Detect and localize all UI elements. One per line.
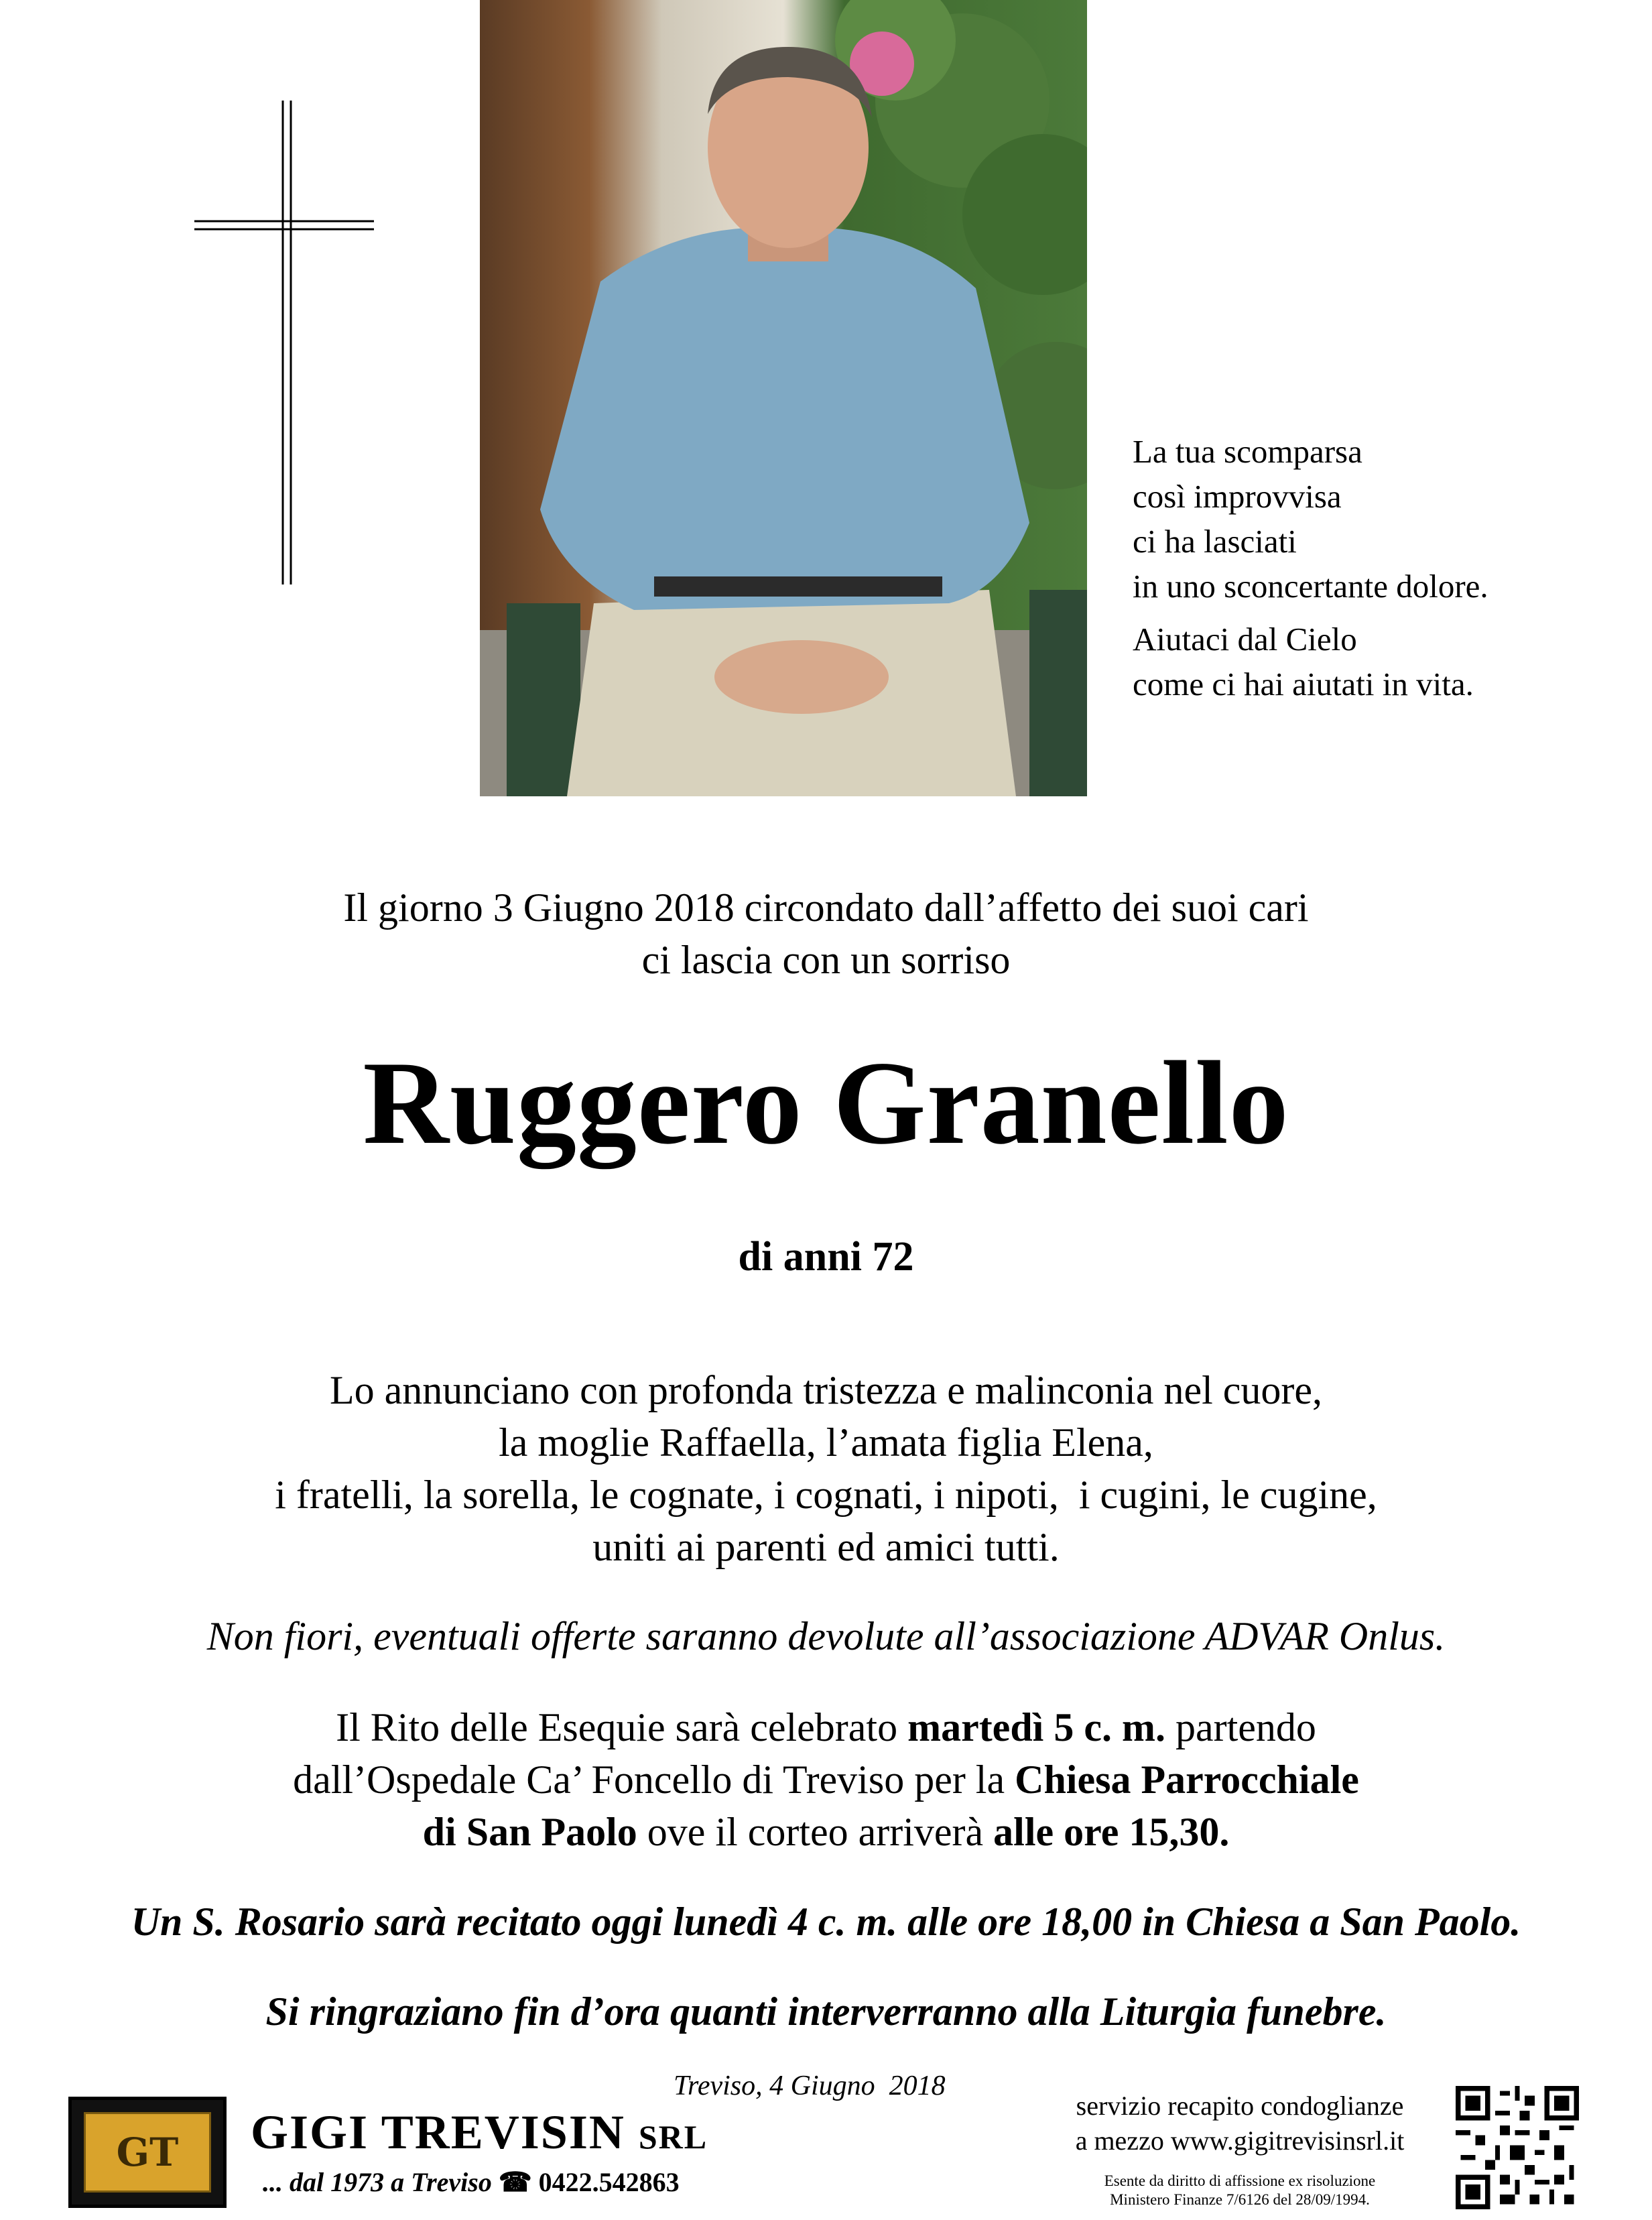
company-slogan — [263, 2166, 680, 2198]
quote-line: Aiutaci dal Cielo — [1133, 621, 1357, 658]
exempt-line: Esente da diritto di affissione ex risoluzione — [1104, 2172, 1376, 2189]
announce-line: la moglie Raffaella, l’amata figlia Elena, — [499, 1420, 1153, 1465]
rito-church: Chiesa Parrocchiale — [1015, 1758, 1359, 1802]
company-logo — [68, 2097, 227, 2208]
quote-line: La tua scomparsa — [1133, 433, 1362, 470]
cross-icon — [190, 101, 378, 584]
death-intro — [0, 881, 1652, 986]
service-link[interactable]: a mezzo www.gigitrevisinsrl.it — [1075, 2125, 1405, 2156]
announce-line: uniti ai parenti ed amici tutti. — [592, 1525, 1060, 1569]
rito-text: ove il corteo arriverà — [637, 1810, 994, 1854]
rito-church: di San Paolo — [422, 1810, 637, 1854]
rito-line-2 — [0, 1753, 1652, 1806]
deceased-name: Ruggero Granello — [363, 1036, 1289, 1169]
exempt-line: Ministero Finanze 7/6126 del 28/09/1994. — [1110, 2191, 1370, 2208]
rosary-note: Un S. Rosario sarà recitato oggi lunedì 4 c. m. alle ore 18,00 in Chiesa a San Paolo. — [131, 1900, 1521, 1944]
company-title: GIGI TREVISIN — [251, 2105, 625, 2159]
memorial-quote — [1133, 429, 1629, 706]
rito-time: alle ore 15,30. — [993, 1810, 1230, 1854]
rito-text: dall’Ospedale Ca’ Foncello di Treviso per la — [293, 1758, 1015, 1802]
company-name — [251, 2105, 708, 2160]
intro-line: Il giorno 3 Giugno 2018 circondato dall’affetto dei suoi cari — [343, 885, 1309, 930]
quote-line: così improvvisa — [1133, 478, 1342, 515]
phone-icon: ☎ — [498, 2167, 532, 2197]
donation-note: Non fiori, eventuali offerte saranno devolute all’associazione ADVAR Onlus. — [206, 1614, 1446, 1658]
quote-line: in uno sconcertante dolore. — [1133, 568, 1488, 605]
family-announcement — [0, 1364, 1652, 1573]
place-date: Treviso, 4 Giugno 2018 — [674, 2071, 946, 2101]
rito-text: partendo — [1165, 1705, 1316, 1749]
deceased-age: di anni 72 — [738, 1234, 914, 1280]
announce-line: i fratelli, la sorella, le cognate, i cognati, i nipoti, i cugini, le cugine, — [275, 1473, 1377, 1517]
logo-monogram: GT — [84, 2112, 211, 2193]
thanks-note: Si ringraziano fin d’ora quanti interverranno alla Liturgia funebre. — [265, 1989, 1387, 2034]
condolence-service — [1045, 2089, 1434, 2158]
qr-code-icon[interactable] — [1456, 2086, 1579, 2209]
rito-line-3 — [0, 1806, 1652, 1858]
phone-number: 0422.542863 — [538, 2167, 680, 2197]
service-line: servizio recapito condoglianze — [1076, 2091, 1404, 2121]
company-suffix: SRL — [638, 2118, 708, 2156]
rito-line-1 — [0, 1701, 1652, 1753]
slogan-text: ... dal 1973 a Treviso — [263, 2167, 492, 2197]
tax-exemption-note — [1059, 2172, 1421, 2209]
funeral-details — [0, 1701, 1652, 1858]
intro-line: ci lascia con un sorriso — [641, 938, 1011, 982]
quote-line: come ci hai aiutati in vita. — [1133, 666, 1474, 702]
rito-date: martedì 5 c. m. — [907, 1705, 1165, 1749]
quote-line: ci ha lasciati — [1133, 523, 1297, 560]
portrait-photo — [480, 0, 1087, 796]
rito-text: Il Rito delle Esequie sarà celebrato — [336, 1705, 908, 1749]
announce-line: Lo annunciano con profonda tristezza e malinconia nel cuore, — [329, 1368, 1323, 1412]
